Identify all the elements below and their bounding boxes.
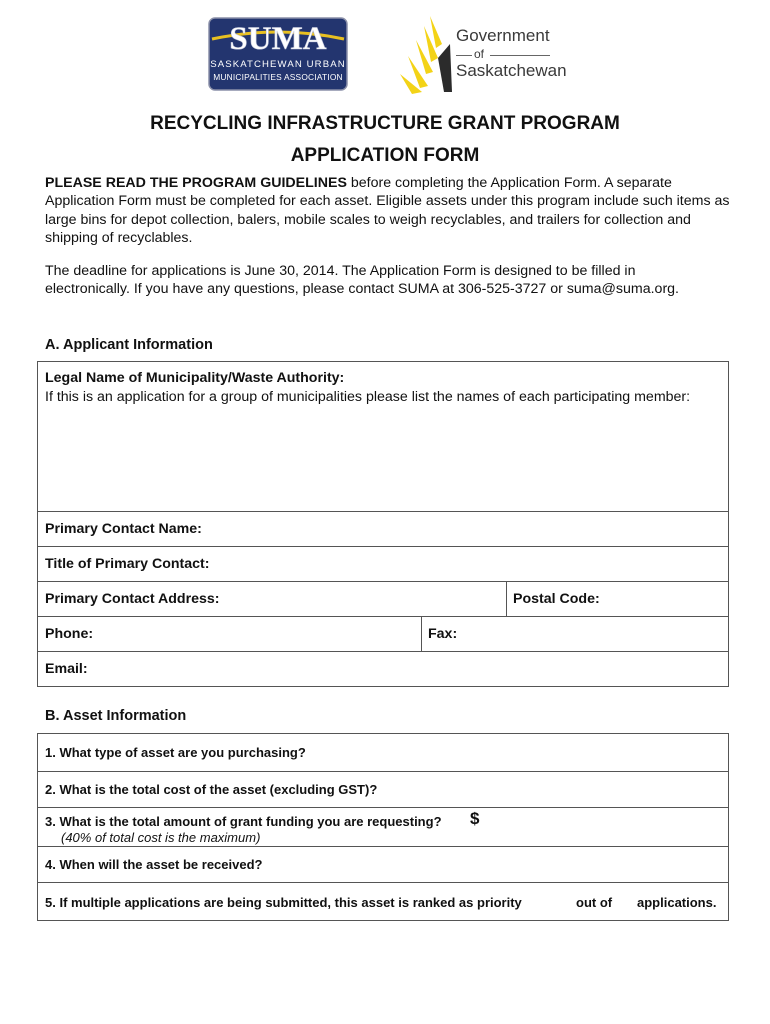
- logo-divider-right: [490, 55, 550, 56]
- asset-cost-field[interactable]: [37, 771, 729, 808]
- section-b-heading: B. Asset Information: [45, 708, 187, 724]
- saskatchewan-logo: [398, 14, 568, 94]
- legal-name-label: Legal Name of Municipality/Waste Authority:: [45, 370, 345, 386]
- postal-code-label: Postal Code:: [513, 591, 600, 607]
- asset-cost-question: 2. What is the total cost of the asset (excluding GST)?: [45, 782, 378, 797]
- legal-name-field[interactable]: [37, 361, 729, 512]
- suma-subtitle-1: SASKATCHEWAN URBAN: [210, 59, 346, 70]
- suma-logo: [208, 17, 348, 91]
- out-of-text: out of: [576, 895, 613, 910]
- primary-contact-name-field[interactable]: [37, 511, 729, 547]
- form-title: RECYCLING INFRASTRUCTURE GRANT PROGRAM: [150, 113, 620, 134]
- fax-field[interactable]: [421, 616, 729, 652]
- section-a-heading: A. Applicant Information: [45, 337, 213, 353]
- suma-wordmark: SUMA: [229, 21, 327, 57]
- intro-text: before completing the Application Form. A separate Application Form must be completed for each asset. Eligible assets under this program include such items as large bins for depot collection, balers, mobile scales to weigh recyclables, and trailers for collection and shipping of recyclables.: [45, 175, 730, 246]
- guidelines-notice: PLEASE READ THE PROGRAM GUIDELINES: [45, 175, 347, 191]
- asset-received-question: 4. When will the asset be received?: [45, 857, 263, 872]
- suma-subtitle-2: MUNICIPALITIES ASSOCIATION: [213, 72, 343, 82]
- deadline-paragraph: The deadline for applications is June 30, 2014. The Application Form is designed to be filled in electronically. If you have any questions, please contact SUMA at 306-525-3727 or suma@suma.org.: [45, 263, 680, 298]
- postal-code-field[interactable]: [506, 581, 729, 617]
- intro-paragraph: [45, 174, 735, 247]
- suma-logo-graphic: [208, 17, 348, 91]
- primary-contact-name-label: Primary Contact Name:: [45, 521, 202, 537]
- fax-label: Fax:: [428, 626, 458, 642]
- phone-label: Phone:: [45, 626, 94, 642]
- applications-text: applications.: [637, 895, 717, 910]
- grant-funding-field[interactable]: [37, 807, 729, 847]
- legal-name-note: If this is an application for a group of municipalities please list the names of each participating member:: [45, 389, 691, 405]
- saskatchewan-text: Saskatchewan: [456, 61, 567, 80]
- contact-title-field[interactable]: [37, 546, 729, 582]
- asset-type-field[interactable]: [37, 733, 729, 772]
- saskatchewan-wheat-icon: [398, 14, 458, 94]
- priority-ranking-question: 5. If multiple applications are being submitted, this asset is ranked as priority: [45, 895, 522, 910]
- grant-funding-question: 3. What is the total amount of grant funding you are requesting?: [45, 814, 442, 829]
- priority-ranking-field[interactable]: [37, 882, 729, 921]
- funding-maximum-note: (40% of total cost is the maximum): [61, 830, 261, 845]
- asset-received-field[interactable]: [37, 846, 729, 883]
- phone-field[interactable]: [37, 616, 422, 652]
- email-field[interactable]: [37, 651, 729, 687]
- contact-address-field[interactable]: [37, 581, 507, 617]
- of-text: of: [474, 47, 485, 61]
- asset-type-question: 1. What type of asset are you purchasing?: [45, 745, 306, 760]
- government-text: Government: [456, 26, 550, 45]
- form-subtitle: APPLICATION FORM: [290, 145, 480, 166]
- contact-title-label: Title of Primary Contact:: [45, 556, 210, 572]
- dollar-sign: $: [470, 809, 480, 828]
- email-label: Email:: [45, 661, 88, 677]
- contact-address-label: Primary Contact Address:: [45, 591, 220, 607]
- logo-divider-left: [456, 55, 472, 56]
